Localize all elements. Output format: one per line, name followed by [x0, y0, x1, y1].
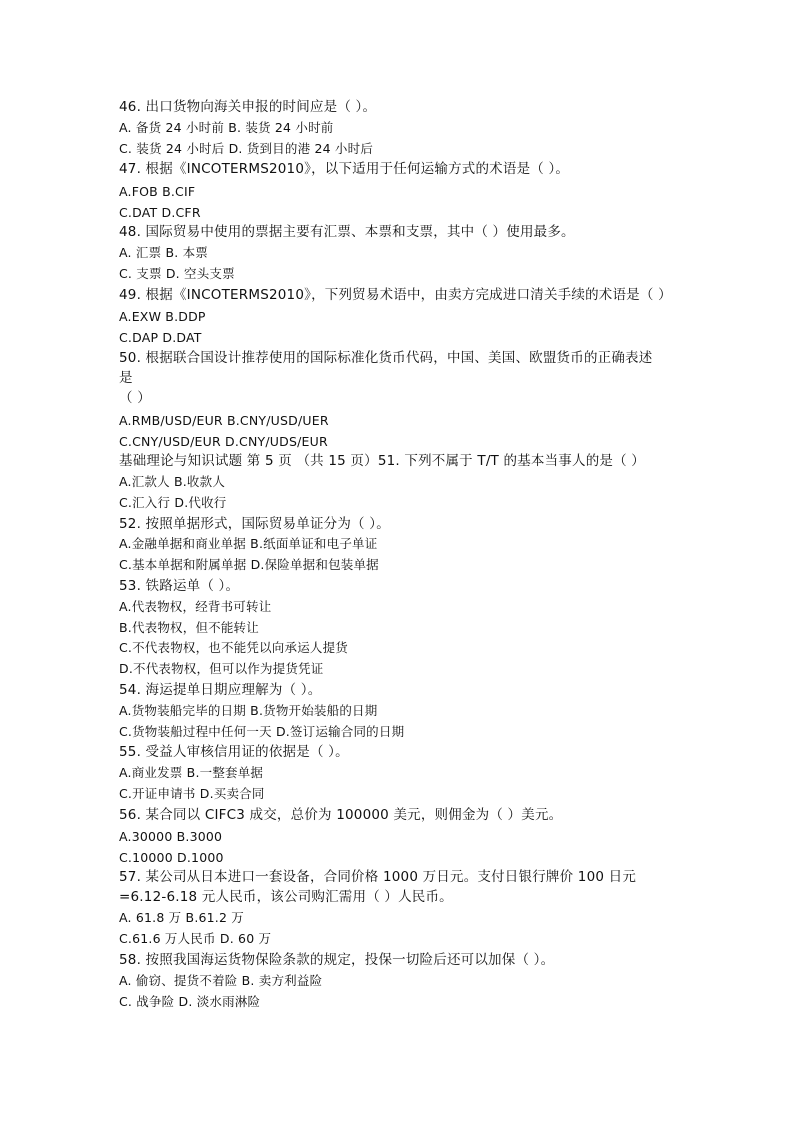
q57-options-ab: A. 61.8 万 B.61.2 万 — [119, 910, 245, 925]
question-46: 46. 出口货物向海关申报的时间应是（ ）。 — [119, 99, 377, 115]
q54-options-ab: A.货物装船完毕的日期 B.货物开始装船的日期 — [119, 703, 378, 718]
q53-option-d: D.不代表物权，但可以作为提货凭证 — [119, 661, 324, 676]
question-47: 47. 根据《INCOTERMS2010》，以下适用于任何运输方式的术语是（ ）。 — [119, 161, 570, 177]
page-footer-question-51: 基础理论与知识试题 第 5 页 （共 15 页）51. 下列不属于 T/T 的基本当事人的是（ ） — [119, 453, 645, 469]
question-52: 52. 按照单据形式，国际贸易单证分为（ ）。 — [119, 516, 390, 532]
q51-options-cd: C.汇入行 D.代收行 — [119, 495, 227, 510]
q52-options-ab: A.金融单据和商业单据 B.纸面单证和电子单证 — [119, 536, 378, 551]
q55-options-cd: C.开证申请书 D.买卖合同 — [119, 786, 265, 801]
q57-options-cd: C.61.6 万人民币 D. 60 万 — [119, 931, 272, 946]
q54-options-cd: C.货物装船过程中任何一天 D.签订运输合同的日期 — [119, 724, 405, 739]
question-57: 57. 某公司从日本进口一套设备，合同价格 1000 万日元。支付日银行牌价 100 日元 — [119, 869, 637, 885]
question-57-cont: =6.12-6.18 元人民币，该公司购汇需用（ ）人民币。 — [119, 889, 453, 905]
q48-options-cd: C. 支票 D. 空头支票 — [119, 266, 235, 281]
q50-options-ab: A.RMB/USD/EUR B.CNY/USD/UER — [119, 413, 329, 428]
q56-options-cd: C.10000 D.1000 — [119, 850, 224, 865]
q46-options-cd: C. 装货 24 小时后 D. 货到目的港 24 小时后 — [119, 141, 374, 156]
q53-option-a: A.代表物权，经背书可转让 — [119, 599, 272, 614]
q56-options-ab: A.30000 B.3000 — [119, 829, 223, 844]
q51-options-ab: A.汇款人 B.收款人 — [119, 474, 226, 489]
q47-options-cd: C.DAT D.CFR — [119, 205, 201, 220]
q50-options-cd: C.CNY/USD/EUR D.CNY/UDS/EUR — [119, 434, 328, 449]
question-54: 54. 海运提单日期应理解为（ ）。 — [119, 682, 322, 698]
q58-options-ab: A. 偷窃、提货不着险 B. 卖方利益险 — [119, 973, 323, 988]
q46-options-ab: A. 备货 24 小时前 B. 装货 24 小时前 — [119, 120, 334, 135]
q49-options-ab: A.EXW B.DDP — [119, 309, 206, 324]
question-49: 49. 根据《INCOTERMS2010》，下列贸易术语中，由卖方完成进口清关手续的术语是（ ） — [119, 287, 672, 303]
q53-option-b: B.代表物权，但不能转让 — [119, 620, 259, 635]
q58-options-cd: C. 战争险 D. 淡水雨淋险 — [119, 994, 261, 1009]
q55-options-ab: A.商业发票 B.一整套单据 — [119, 765, 264, 780]
q48-options-ab: A. 汇票 B. 本票 — [119, 245, 208, 260]
question-50-blank: （ ） — [119, 390, 151, 406]
question-50-cont: 是 — [119, 370, 133, 386]
q49-options-cd: C.DAP D.DAT — [119, 330, 202, 345]
question-50: 50. 根据联合国设计推荐使用的国际标准化货币代码，中国、美国、欧盟货币的正确表述 — [119, 350, 653, 366]
q52-options-cd: C.基本单据和附属单据 D.保险单据和包装单据 — [119, 557, 379, 572]
q53-option-c: C.不代表物权，也不能凭以向承运人提货 — [119, 640, 349, 655]
q47-options-ab: A.FOB B.CIF — [119, 184, 196, 199]
question-56: 56. 某合同以 CIFC3 成交，总价为 100000 美元，则佣金为（ ）美元。 — [119, 807, 563, 823]
question-58: 58. 按照我国海运货物保险条款的规定，投保一切险后还可以加保（ ）。 — [119, 952, 555, 968]
question-53: 53. 铁路运单（ ）。 — [119, 578, 240, 594]
question-55: 55. 受益人审核信用证的依据是（ ）。 — [119, 744, 349, 760]
question-48: 48. 国际贸易中使用的票据主要有汇票、本票和支票，其中（ ）使用最多。 — [119, 224, 575, 240]
